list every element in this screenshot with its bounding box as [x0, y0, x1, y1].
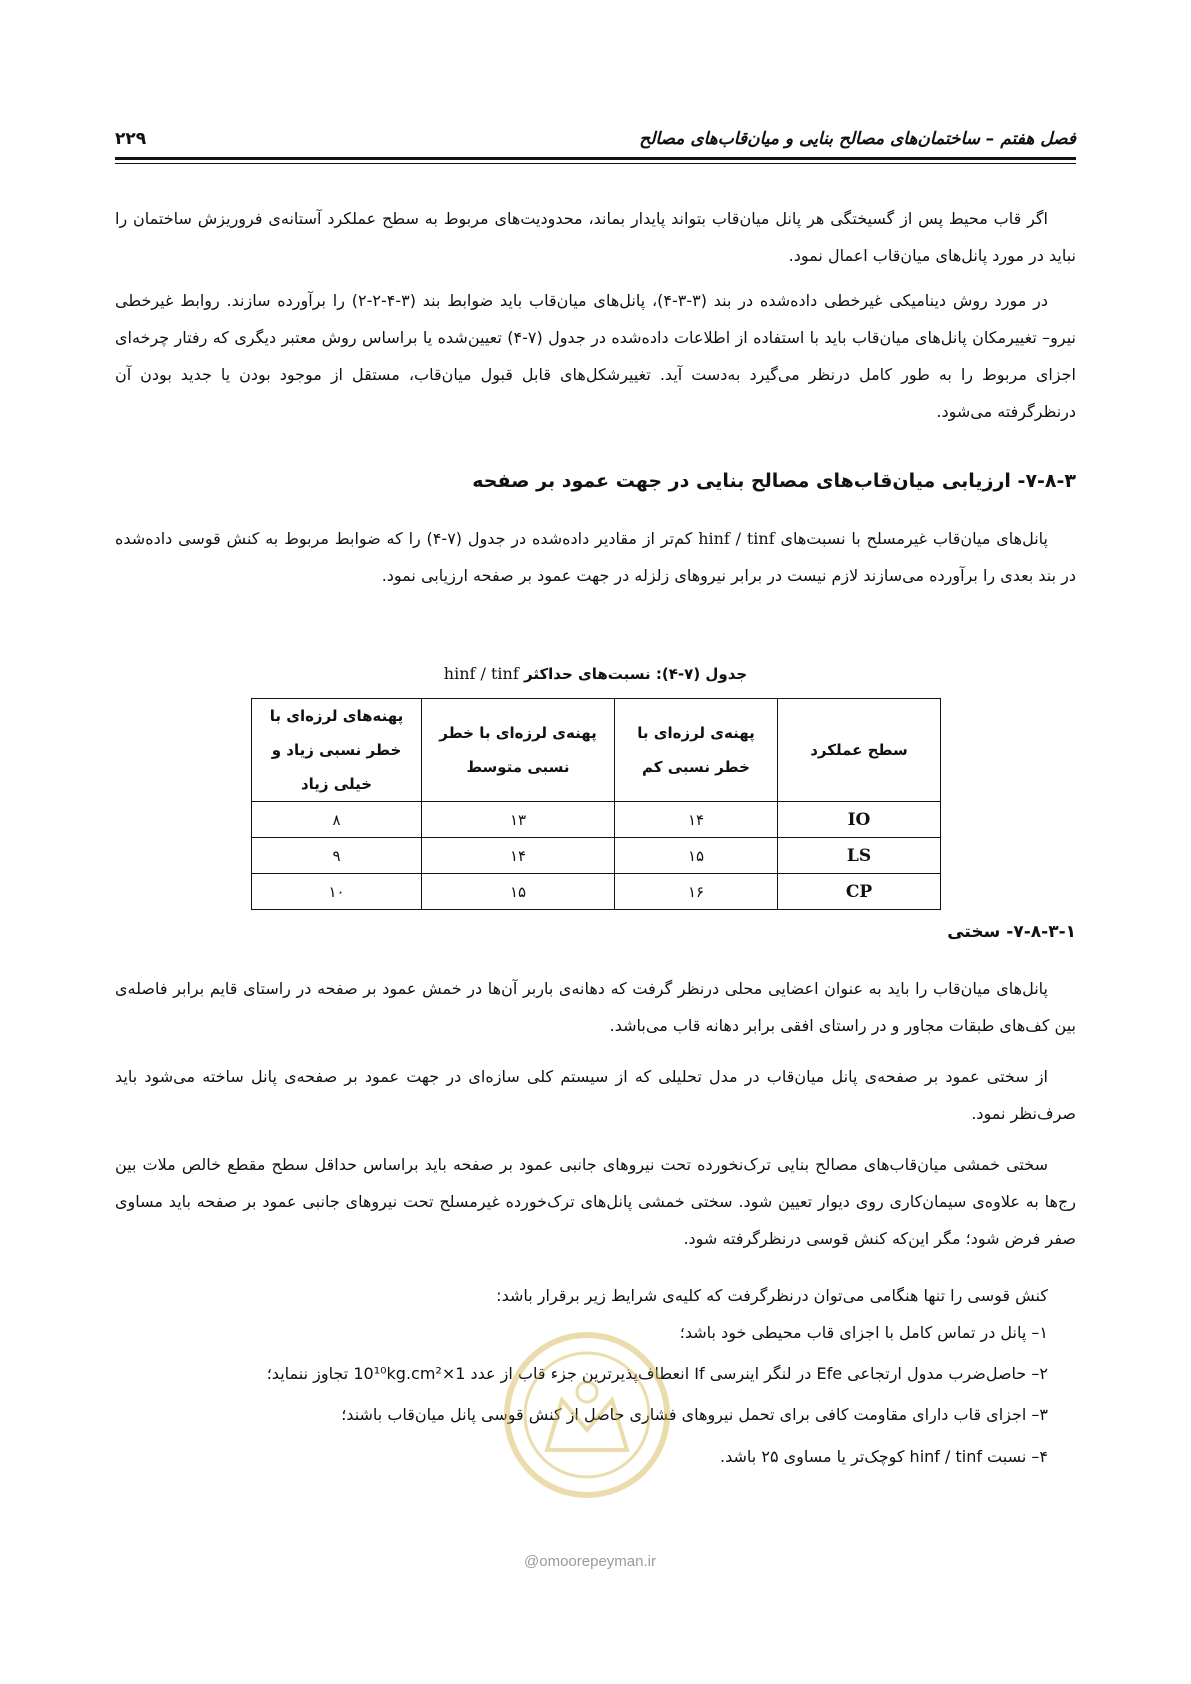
paragraph-2: [115, 282, 1076, 430]
table-cell: ۱۶: [615, 874, 778, 910]
section-heading: ۷-۸-۳- ارزیابی میان‌قاب‌های مصالح بنایی در جهت عمود بر صفحه: [472, 470, 1076, 492]
table-caption-symbol: hinf / tinf: [443, 664, 519, 683]
paragraph-4: [115, 970, 1076, 1044]
watermark-seal-icon: [502, 1330, 672, 1500]
running-header: [115, 125, 1076, 155]
table-cell: ۹: [252, 838, 422, 874]
paragraph-3-text-a: پانل‌های میان‌قاب غیرمسلح با نسبت‌های: [780, 529, 1049, 548]
paragraph-3: [115, 520, 1076, 594]
header-performance-level: سطح عملکرد: [778, 699, 941, 802]
table-row: [252, 802, 941, 838]
table-header-row: [252, 699, 941, 802]
paragraph-5-text: از سختی عمود بر صفحه‌ی پانل میان‌قاب در مدل تحلیلی که از سیستم کلی سازه‌ای در جهت عمود بر صفحه‌ی پانل ساخته می‌شود باید صرف‌نظر نمود.: [115, 1067, 1076, 1123]
table-cell: LS: [778, 838, 941, 874]
table-cell: ۱۳: [422, 802, 615, 838]
paragraph-7: کنش قوسی را تنها هنگامی می‌توان درنظرگرفت که کلیه‌ی شرایط زیر برقرار باشد:: [496, 1286, 1048, 1305]
condition-2: ۲– حاصل‌ضرب مدول ارتجاعی Efe در لنگر اینرسی If انعطاف‌پذیرترین جزء قاب از عدد 1×10¹⁰kg.cm² تجاوز ننماید؛: [266, 1364, 1048, 1383]
paragraph-6: [115, 1146, 1076, 1257]
condition-4: ۴– نسبت hinf / tinf کوچک‌تر یا مساوی ۲۵ باشد.: [720, 1447, 1048, 1466]
table-cell: CP: [778, 874, 941, 910]
ratio-symbol: hinf / tinf: [698, 529, 775, 548]
paragraph-5: [115, 1058, 1076, 1132]
header-medium-hazard: پهنه‌ی لرزه‌ای با خطر نسبی متوسط: [422, 699, 615, 802]
ratio-table: [251, 698, 941, 910]
table-cell: ۱۴: [422, 838, 615, 874]
paragraph-2-text: در مورد روش دینامیکی غیرخطی داده‌شده در بند (۳-۳-۴)، پانل‌های میان‌قاب باید ضوابط بند (۳-۴-۲-۲) را برآورده سازند. روابط غیرخطی نیرو– تغییرمکان پانل‌های میان‌قاب باید با استفاده از اطلاعات داده‌شده در جدول (۷-۴) تعیین‌شده یا براساس روش معتبر دیگری که رفتار چرخه‌ای اجزای مربوط را به طور کامل درنظر می‌گیرد به‌دست آید. تغییرشکل‌های قابل قبول میان‌قاب، مستقل از موجود بودن یا جدید بودن آن درنظرگرفته می‌شود.: [115, 291, 1076, 421]
table-cell: ۸: [252, 802, 422, 838]
table-cell: ۱۰: [252, 874, 422, 910]
paragraph-6-text: سختی خمشی میان‌قاب‌های مصالح بنایی ترک‌نخورده تحت نیروهای جانبی عمود بر صفحه باید براساس حداقل سطح مقطع خالص ملات بین رج‌ها به علاوه‌ی سیمان‌کاری روی دیوار تعیین شود. سختی خمشی پانل‌های ترک‌خورده غیرمسلح تحت نیروهای جانبی عمود بر صفحه باید مساوی صفر فرض شود؛ مگر این‌که کنش قوسی درنظرگرفته شود.: [115, 1155, 1076, 1248]
header-high-hazard: پهنه‌های لرزه‌ای با خطر نسبی زیاد و خیلی زیاد: [252, 699, 422, 802]
header-rule-thick: [115, 157, 1076, 160]
paragraph-4-text: پانل‌های میان‌قاب را باید به عنوان اعضایی محلی درنظر گرفت که دهانه‌ی باربر آن‌ها در خمش عمود بر صفحه در راستای قایم برابر فاصله‌ی بین کف‌های طبقات مجاور و در راستای افقی برابر دهانه قاب می‌باشد.: [115, 979, 1076, 1035]
table-row: [252, 838, 941, 874]
table-cell: ۱۴: [615, 802, 778, 838]
subsection-heading: ۷-۸-۳-۱- سختی: [947, 922, 1076, 942]
table-cell: IO: [778, 802, 941, 838]
paragraph-1-text: اگر قاب محیط پس از گسیختگی هر پانل میان‌قاب بتواند پایدار بماند، محدودیت‌های مربوط به سطح عملکرد آستانه‌ی فروریزش ساختمان را نباید در مورد پانل‌های میان‌قاب اعمال نمود.: [115, 209, 1076, 265]
table-caption-text: جدول (۷-۴): نسبت‌های حداکثر: [523, 665, 748, 683]
condition-3: ۳– اجزای قاب دارای مقاومت کافی برای تحمل نیروهای فشاری حاصل از کنش قوسی پانل میان‌قاب باشند؛: [341, 1405, 1048, 1424]
paragraph-1: [115, 200, 1076, 274]
condition-1: ۱– پانل در تماس کامل با اجزای قاب محیطی خود باشد؛: [679, 1323, 1048, 1342]
paragraph-3-text-b: کم‌تر از مقادیر داده‌شده در جدول (۷-۴) را که ضوابط مربوط به کنش قوسی داده‌شده در بند بعدی را برآورده می‌سازند لازم نیست در برابر نیروهای زلزله در جهت عمود بر صفحه ارزیابی نمود.: [115, 529, 1076, 585]
header-low-hazard: پهنه‌ی لرزه‌ای با خطر نسبی کم: [615, 699, 778, 802]
table-caption: [115, 664, 1076, 683]
table-cell: ۱۵: [615, 838, 778, 874]
watermark-text: @omoorepeyman.ir: [524, 1553, 656, 1570]
header-rule-thin: [115, 163, 1076, 164]
chapter-title: فصل هفتم – ساختمان‌های مصالح بنایی و میان‌قاب‌های مصالح: [639, 129, 1076, 149]
table-row: [252, 874, 941, 910]
page-number: ۲۲۹: [115, 129, 147, 149]
table-cell: ۱۵: [422, 874, 615, 910]
